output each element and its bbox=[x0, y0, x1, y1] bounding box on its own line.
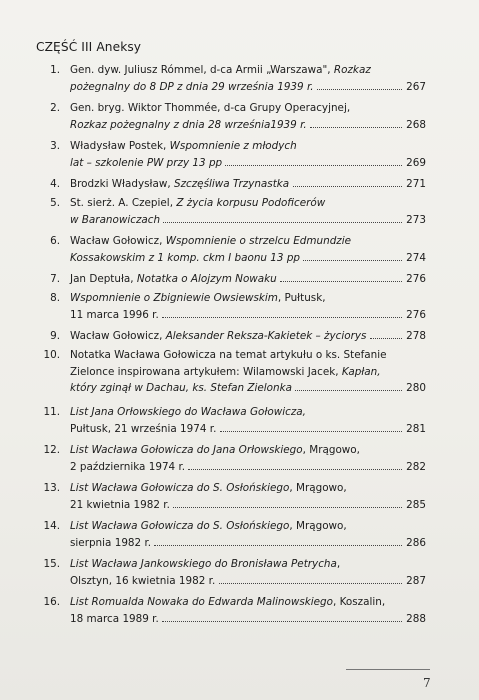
toc-entry[interactable] bbox=[0, 100, 479, 133]
toc-entry-text: Zielonce inspirowana artykułem: Wilamowski Jacek, Kapłan, bbox=[70, 365, 381, 378]
toc-entry[interactable] bbox=[0, 594, 479, 627]
toc-entry-page: 269 bbox=[406, 156, 426, 169]
leader-dots bbox=[188, 461, 402, 469]
leader-dots bbox=[370, 331, 402, 339]
leader-dots bbox=[310, 119, 402, 127]
toc-entry-page: 278 bbox=[406, 330, 426, 342]
toc-entry-text: 21 kwietnia 1982 r. bbox=[70, 497, 427, 514]
toc-entry-text: 2 października 1974 r. bbox=[70, 459, 427, 476]
toc-entry-number: 11. bbox=[43, 406, 60, 418]
toc-entry[interactable] bbox=[0, 518, 479, 551]
toc-entry-text: List Wacława Jankowskiego do Bronisława Petrycha, bbox=[70, 558, 341, 570]
toc-entry[interactable] bbox=[0, 404, 479, 437]
toc-entry-page: 288 bbox=[406, 612, 426, 625]
leader-dots bbox=[317, 81, 402, 89]
leader-dots bbox=[162, 613, 402, 621]
toc-entry-number: 1. bbox=[50, 64, 60, 76]
leader-dots bbox=[225, 157, 402, 165]
toc-entry-text: List Jana Orłowskiego do Wacława Gołowicza, bbox=[70, 406, 306, 418]
toc-entry-number: 4. bbox=[50, 178, 60, 190]
toc-entry[interactable] bbox=[0, 347, 479, 397]
toc-entry-page: 281 bbox=[406, 422, 426, 435]
toc-entry-number: 14. bbox=[43, 520, 60, 532]
toc-entry-text: Wacław Gołowicz, Wspomnienie o strzelcu Edmundzie bbox=[70, 235, 352, 247]
toc-entry-text: 18 marca 1989 r. bbox=[70, 611, 427, 628]
toc-entry[interactable] bbox=[0, 480, 479, 513]
toc-entry[interactable] bbox=[0, 556, 479, 589]
toc-entry-text: Gen. dyw. Juliusz Rómmel, d-ca Armii „Warszawa", Rozkaz bbox=[70, 64, 371, 76]
toc-entry-number: 13. bbox=[43, 482, 60, 494]
toc-entry-number: 12. bbox=[43, 444, 60, 456]
page-number: 7 bbox=[423, 676, 431, 690]
toc-entry-text: Notatka Wacława Gołowicza na temat artykułu o ks. Stefanie bbox=[70, 349, 387, 361]
toc-entry-page: 276 bbox=[406, 308, 426, 321]
toc-entry-text: który zginął w Dachau, ks. Stefan Zielonka bbox=[70, 380, 427, 397]
toc-entry-page: 274 bbox=[406, 251, 426, 264]
toc-entry-text: Pułtusk, 21 września 1974 r. bbox=[70, 421, 427, 438]
toc-entry-text: 11 marca 1996 r. bbox=[70, 307, 427, 324]
toc-entry-text: List Romualda Nowaka do Edwarda Malinowskiego, Koszalin, bbox=[70, 596, 386, 608]
toc-entry-page: 282 bbox=[406, 460, 426, 473]
toc-entry[interactable] bbox=[0, 195, 479, 228]
toc-entry-number: 10. bbox=[43, 349, 60, 361]
toc-entry[interactable] bbox=[0, 176, 479, 193]
toc-entry[interactable] bbox=[0, 271, 479, 288]
toc-entry-number: 9. bbox=[50, 330, 60, 342]
toc-entry-text: List Wacława Gołowicza do S. Osłońskiego, Mrągowo, bbox=[70, 520, 347, 532]
toc-entry-text: Rozkaz pożegnalny z dnia 28 września1939 r. bbox=[70, 117, 427, 134]
toc-entry-text: lat – szkolenie PW przy 13 pp bbox=[70, 155, 427, 172]
toc-entry-page: 287 bbox=[406, 574, 426, 587]
footer-rule bbox=[346, 669, 430, 670]
toc-entry[interactable] bbox=[0, 290, 479, 323]
toc-entry-text: St. sierż. A. Czepiel, Z życia korpusu Podoficerów bbox=[70, 197, 326, 209]
toc-entry-number: 8. bbox=[50, 292, 60, 304]
toc-entry-number: 2. bbox=[50, 102, 60, 114]
leader-dots bbox=[295, 383, 402, 391]
toc-entry-text: Olsztyn, 16 kwietnia 1982 r. bbox=[70, 573, 427, 590]
toc-entry-text: Jan Deptuła, Notatka o Alojzym Nowaku bbox=[70, 271, 427, 288]
toc-entry-text: w Baranowiczach bbox=[70, 212, 427, 229]
leader-dots bbox=[162, 309, 402, 317]
toc-entry-page: 280 bbox=[406, 382, 426, 394]
toc-entry-text: List Wacława Gołowicza do Jana Orłowskiego, Mrągowo, bbox=[70, 444, 360, 456]
toc-entry-text: Władysław Postek, Wspomnienie z młodych bbox=[70, 140, 297, 152]
part-title: CZĘŚĆ III Aneksy bbox=[36, 40, 142, 54]
toc-entry-text: Wspomnienie o Zbigniewie Owsiewskim, Pułtusk, bbox=[70, 292, 326, 304]
toc-entry-page: 286 bbox=[406, 536, 426, 549]
toc-entry-page: 273 bbox=[406, 213, 426, 226]
toc-entry-page: 268 bbox=[406, 118, 426, 131]
toc-entry-number: 5. bbox=[50, 197, 60, 209]
toc-entry-page: 276 bbox=[406, 273, 426, 285]
toc-entry-number: 3. bbox=[50, 140, 60, 152]
toc-entry-page: 271 bbox=[406, 178, 426, 190]
toc-entry-text: Gen. bryg. Wiktor Thommée, d-ca Grupy Operacyjnej, bbox=[70, 102, 351, 114]
toc-entry-number: 7. bbox=[50, 273, 60, 285]
toc-entry[interactable] bbox=[0, 328, 479, 345]
toc-entry-text: sierpnia 1982 r. bbox=[70, 535, 427, 552]
toc-entry-number: 6. bbox=[50, 235, 60, 247]
toc-entry[interactable] bbox=[0, 138, 479, 171]
toc-entry-text: List Wacława Gołowicza do S. Osłońskiego, Mrągowo, bbox=[70, 482, 347, 494]
toc-entry-page: 267 bbox=[406, 80, 426, 93]
toc-entry-number: 16. bbox=[43, 596, 60, 608]
leader-dots bbox=[280, 274, 402, 282]
toc-entry-text: pożegnalny do 8 DP z dnia 29 września 1939 r. bbox=[70, 79, 427, 96]
toc-entry[interactable] bbox=[0, 233, 479, 266]
leader-dots bbox=[173, 499, 402, 507]
toc-entry-page: 285 bbox=[406, 498, 426, 511]
leader-dots bbox=[303, 252, 402, 260]
leader-dots bbox=[154, 537, 402, 545]
leader-dots bbox=[219, 575, 403, 583]
toc-entry[interactable] bbox=[0, 442, 479, 475]
leader-dots bbox=[293, 179, 403, 187]
toc-entry-text: Kossakowskim z 1 komp. ckm I baonu 13 pp bbox=[70, 250, 427, 267]
leader-dots bbox=[163, 214, 402, 222]
toc-entry-text: Wacław Gołowicz, Aleksander Reksza-Kakietek – życiorys bbox=[70, 328, 427, 345]
leader-dots bbox=[220, 423, 402, 431]
toc-entry[interactable] bbox=[0, 62, 479, 95]
toc-entry-text: Brodzki Władysław, Szczęśliwa Trzynastka bbox=[70, 176, 427, 193]
toc-entry-number: 15. bbox=[43, 558, 60, 570]
